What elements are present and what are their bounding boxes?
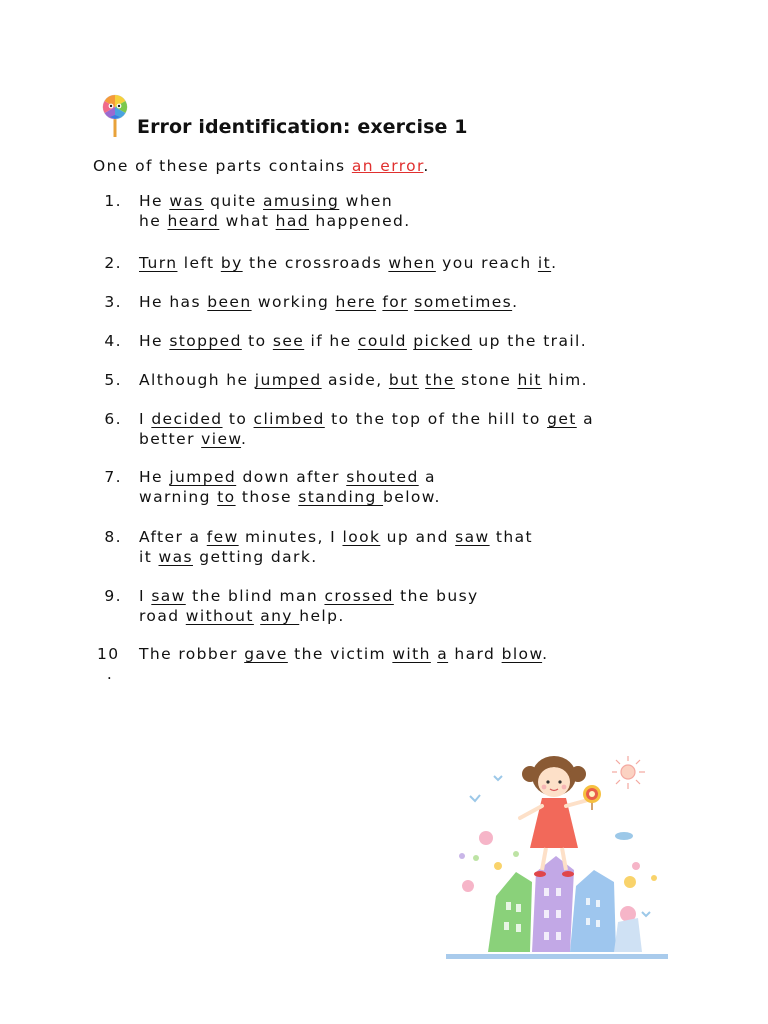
underlined-part: for [382, 293, 408, 311]
question-number-text: 2. [104, 254, 122, 272]
sentence-text: happened. [309, 212, 411, 230]
underlined-part: picked [413, 332, 473, 350]
underlined-part: climbed [253, 410, 325, 428]
sentence-text: He [139, 192, 170, 210]
underlined-part: jumped [254, 371, 322, 389]
sentence-text: road [139, 607, 186, 625]
sentence-text: left [177, 254, 221, 272]
lollipop-icon [100, 94, 130, 138]
question-text [139, 467, 441, 507]
underlined-part: was [158, 548, 193, 566]
sentence-text: aside, [321, 371, 389, 389]
sentence-text: The robber [139, 645, 245, 663]
underlined-part: Turn [139, 254, 178, 272]
underlined-part: jumped [169, 468, 237, 486]
sentence-text: that [489, 528, 534, 546]
sentence-text: working [251, 293, 336, 311]
instructions-text: One of these parts contains [93, 157, 352, 175]
question-number-text: 7. [104, 468, 122, 486]
sentence-text: the crossroads [242, 254, 389, 272]
question-line [139, 331, 587, 351]
sentence-text: minutes, I [238, 528, 343, 546]
underlined-part: had [275, 212, 310, 230]
sentence-text: the blind man [185, 587, 325, 605]
underlined-part: could [357, 332, 407, 350]
question-text [139, 292, 518, 312]
sentence-text: He [139, 468, 170, 486]
sentence-text: He has [139, 293, 208, 311]
sentence-text: he [139, 212, 168, 230]
question-number-suffix: . [106, 665, 114, 683]
question-line [139, 547, 533, 567]
question-line [139, 467, 441, 487]
sentence-text: After a [139, 528, 207, 546]
sentence-text: . [551, 254, 558, 272]
page-title: Error identification: exercise 1 [137, 116, 468, 138]
sentence-text: it [139, 548, 159, 566]
underlined-part: look [342, 528, 381, 546]
sentence-text: . [542, 645, 549, 663]
girl-illustration [446, 752, 668, 966]
underlined-part: crossed [324, 587, 394, 605]
underlined-part: with [392, 645, 431, 663]
sentence-text: to [241, 332, 273, 350]
error-highlight: an error [351, 157, 424, 175]
question-number [96, 191, 122, 211]
sentence-text: when [339, 192, 394, 210]
sentence-text: him. [541, 371, 588, 389]
sentence-text: those [235, 488, 299, 506]
question-number-text: 10 [97, 645, 120, 663]
question-number [96, 467, 122, 487]
underlined-part: here [335, 293, 377, 311]
underlined-part: get [547, 410, 577, 428]
sentence-text: a [576, 410, 594, 428]
sentence-text: hard [448, 645, 502, 663]
underlined-part: shouted [346, 468, 419, 486]
sentence-text: Although he [139, 371, 255, 389]
question-number [96, 586, 122, 606]
sentence-text: what [219, 212, 276, 230]
sentence-text: to [222, 410, 254, 428]
sentence-text: up and [380, 528, 456, 546]
sentence-text: better [139, 430, 202, 448]
underlined-part: decided [151, 410, 223, 428]
question-text [139, 191, 411, 231]
question-number-text: 9. [104, 587, 122, 605]
question-number [96, 370, 122, 390]
question-number [96, 331, 122, 351]
question-number [96, 409, 122, 429]
underlined-part: few [206, 528, 239, 546]
underlined-part: any [260, 607, 300, 625]
question-number-text: 3. [104, 293, 122, 311]
question-number-text: 5. [104, 371, 122, 389]
sentence-text: getting dark. [192, 548, 318, 566]
sentence-text: you reach [435, 254, 538, 272]
sentence-text: below. [383, 488, 441, 506]
sentence-text: a [418, 468, 436, 486]
underlined-part: but [388, 371, 419, 389]
question-text [139, 644, 548, 664]
underlined-part: sometimes [414, 293, 513, 311]
question-line [139, 429, 594, 449]
underlined-part: blow [501, 645, 543, 663]
question-text [139, 253, 557, 273]
question-number [97, 644, 123, 684]
question-number [96, 527, 122, 547]
sentence-text: I [139, 410, 152, 428]
question-line [139, 409, 594, 429]
sentence-text: . [241, 430, 248, 448]
sentence-text: the busy [393, 587, 479, 605]
underlined-part: saw [151, 587, 186, 605]
underlined-part: the [425, 371, 455, 389]
question-line [139, 253, 557, 273]
question-line [139, 191, 411, 211]
underlined-part: a [437, 645, 449, 663]
sentence-text: to the top of the hill to [324, 410, 548, 428]
underlined-part: see [272, 332, 305, 350]
question-number-text: 1. [104, 192, 122, 210]
underlined-part: was [169, 192, 204, 210]
underlined-part: stopped [169, 332, 242, 350]
sentence-text: help. [299, 607, 345, 625]
question-line [139, 606, 479, 626]
underlined-part: to [217, 488, 236, 506]
underlined-part: it [537, 254, 552, 272]
sentence-text: . [512, 293, 519, 311]
instructions [93, 157, 430, 175]
underlined-part: been [207, 293, 252, 311]
sentence-text: warning [139, 488, 218, 506]
sentence-text: quite [203, 192, 264, 210]
question-text [139, 409, 594, 449]
sentence-text: He [139, 332, 170, 350]
question-line [139, 292, 518, 312]
sentence-text: if he [304, 332, 358, 350]
question-number-text: 8. [104, 528, 122, 546]
question-line [139, 487, 441, 507]
question-text [139, 331, 587, 351]
underlined-part: amusing [263, 192, 340, 210]
question-number [96, 292, 122, 312]
question-text [139, 527, 533, 567]
question-number-text: 4. [104, 332, 122, 350]
sentence-text: the victim [287, 645, 393, 663]
question-text [139, 370, 588, 390]
underlined-part: hit [517, 371, 542, 389]
sentence-text: stone [454, 371, 518, 389]
question-line [139, 586, 479, 606]
underlined-part: saw [455, 528, 490, 546]
question-number-text: 6. [104, 410, 122, 428]
underlined-part: gave [244, 645, 288, 663]
underlined-part: by [220, 254, 243, 272]
question-line [139, 370, 588, 390]
question-line [139, 211, 411, 231]
question-text [139, 586, 479, 626]
question-line [139, 527, 533, 547]
question-number [96, 253, 122, 273]
sentence-text: down after [236, 468, 347, 486]
underlined-part: view [201, 430, 242, 448]
underlined-part: when [388, 254, 436, 272]
underlined-part: without [185, 607, 254, 625]
sentence-text: I [139, 587, 152, 605]
question-line [139, 644, 548, 664]
underlined-part: standing [298, 488, 384, 506]
sentence-text: up the trail. [472, 332, 588, 350]
underlined-part: heard [167, 212, 220, 230]
instructions-end: . [423, 157, 430, 175]
